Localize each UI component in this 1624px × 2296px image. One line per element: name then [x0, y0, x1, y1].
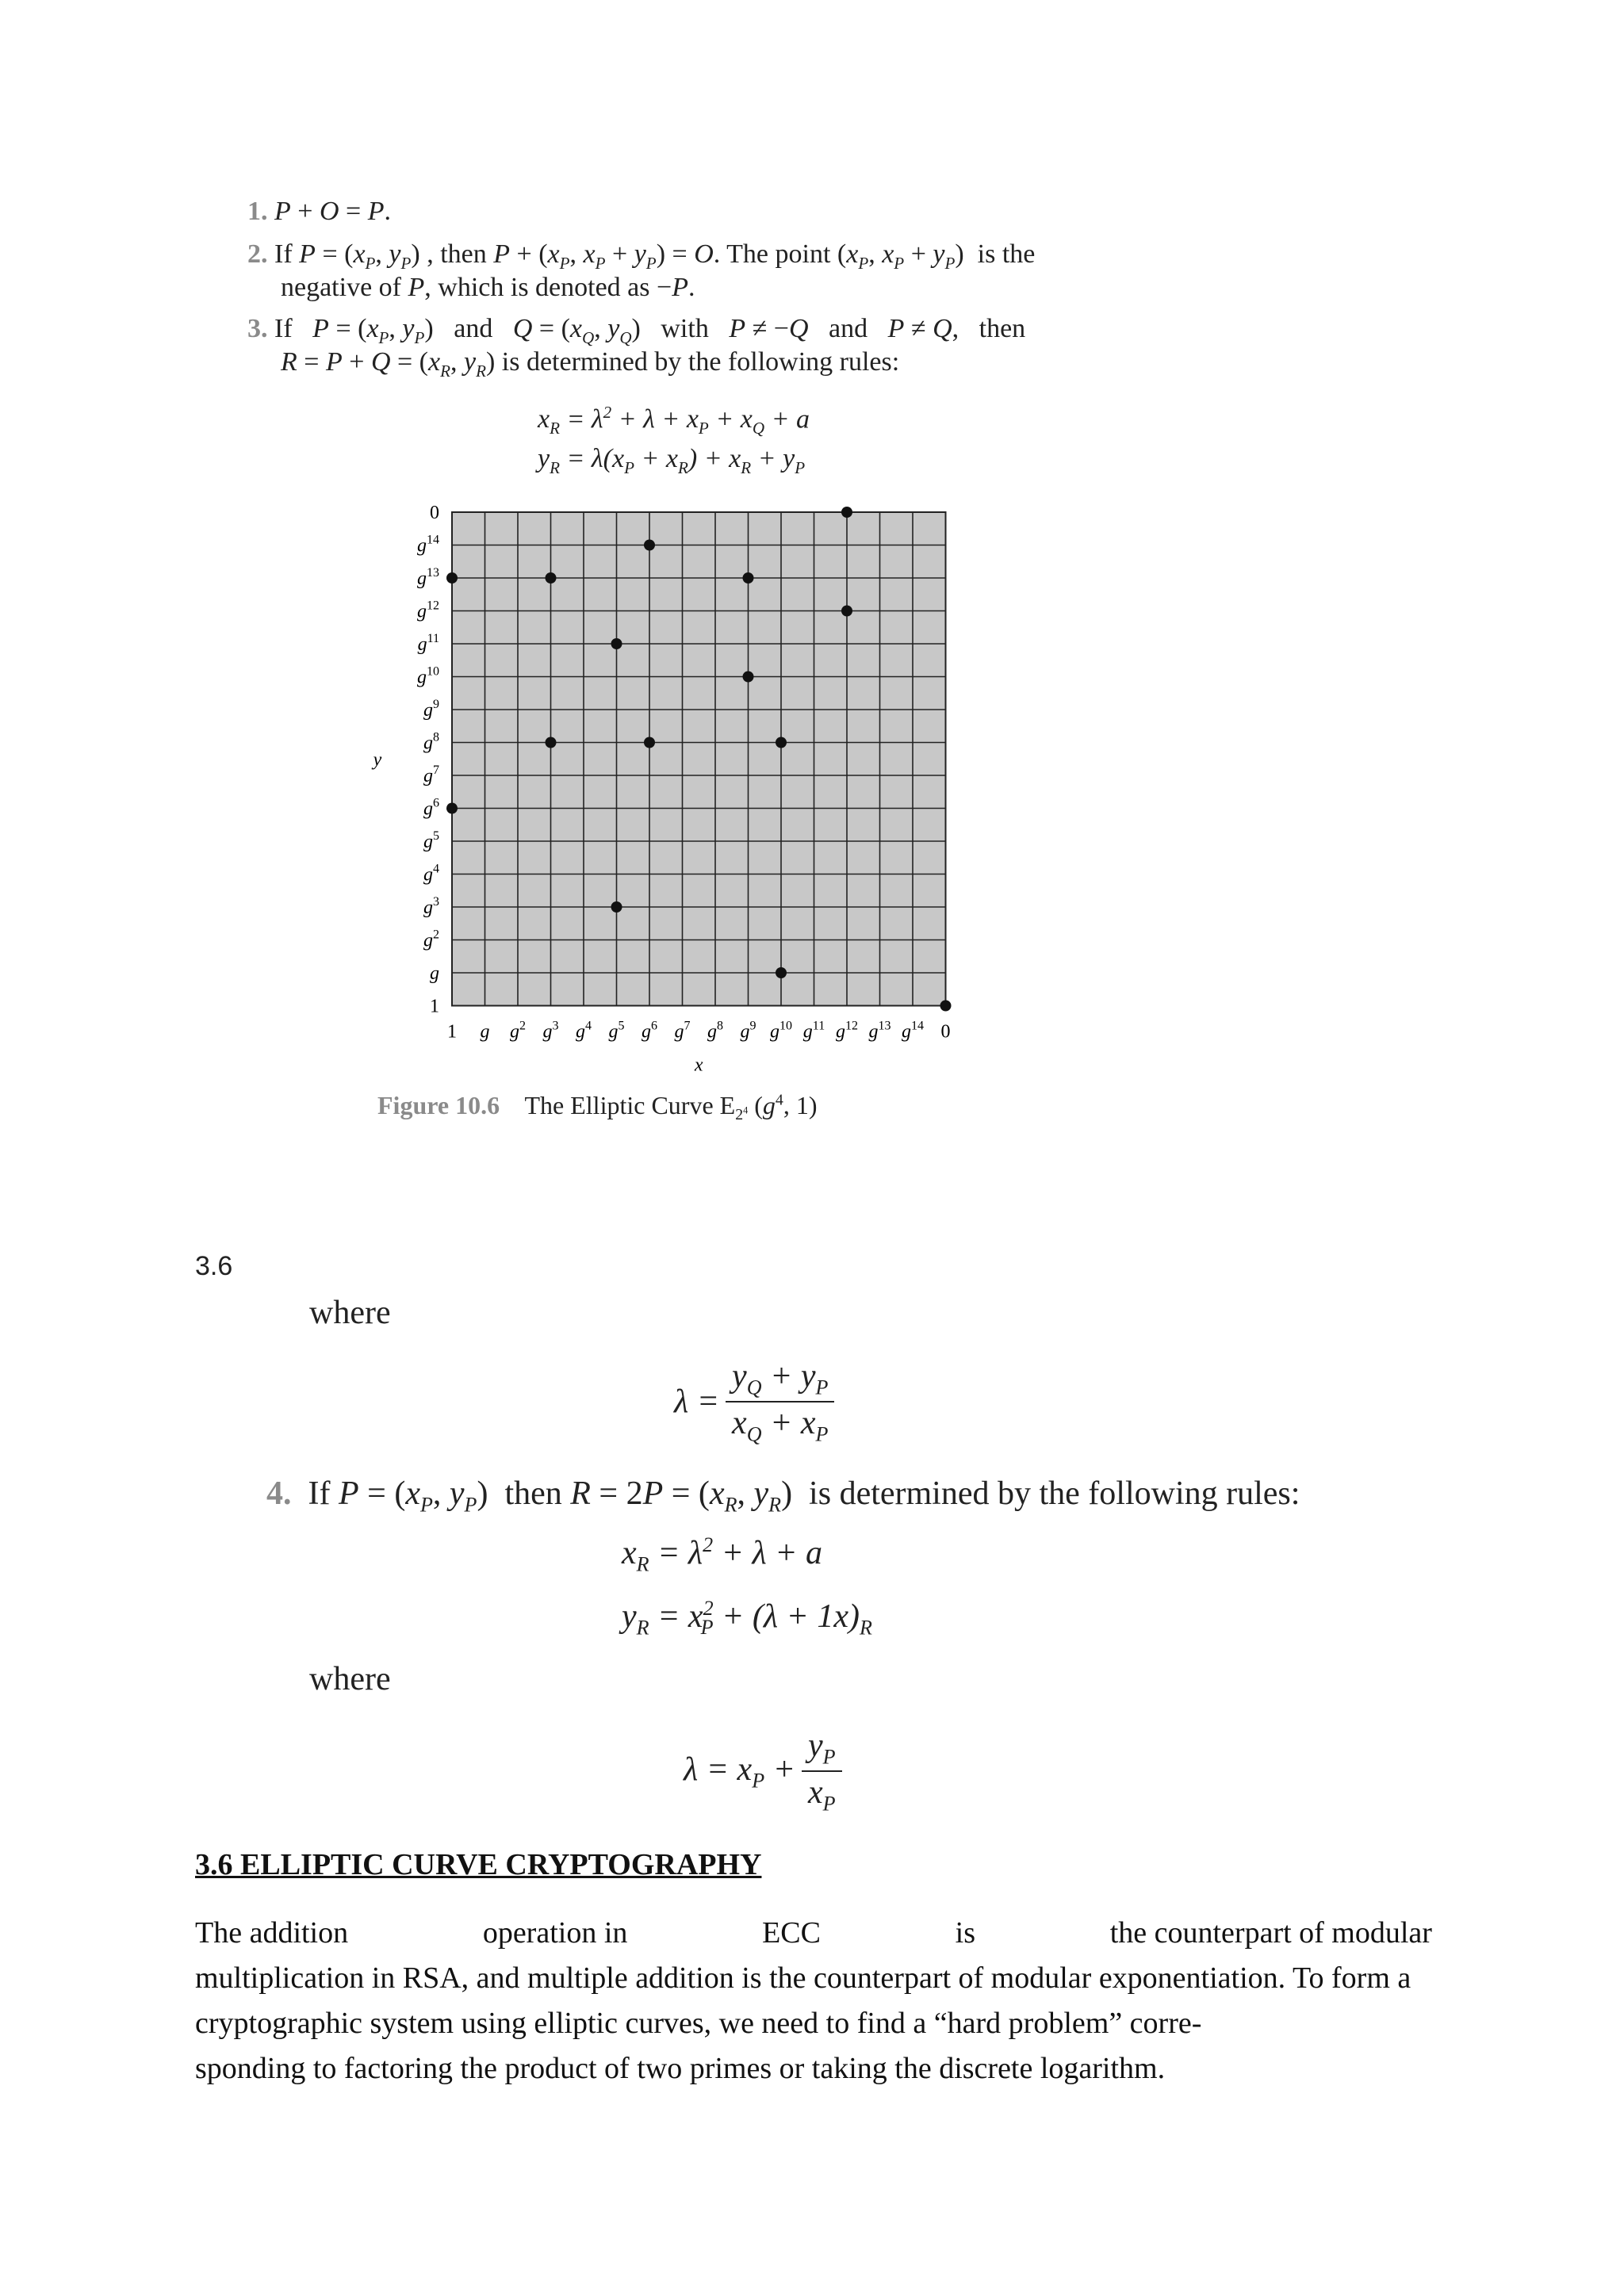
rule-number: 4.	[266, 1475, 292, 1512]
section-marker: 3.6	[195, 1251, 233, 1281]
section-heading: 3.6 ELLIPTIC CURVE CRYPTOGRAPHY	[195, 1848, 762, 1881]
elliptic-curve-figure	[349, 499, 983, 1078]
y-tick-label: 0	[430, 503, 439, 523]
curve-point	[940, 1001, 952, 1012]
rule-text: If $P = (x_P$, $y_P$) and $Q = (x_Q$, $y_Q$) with P ≠ −Q and P ≠ Q, then	[274, 314, 1026, 347]
y-tick-label: 1	[430, 996, 439, 1017]
lambda-fraction	[726, 1357, 834, 1447]
lambda-lhs: λ =	[674, 1383, 720, 1421]
y-tick-label: $g^3$	[423, 895, 439, 918]
y-axis-label: y	[373, 749, 382, 771]
curve-point	[611, 901, 622, 913]
x-tick-label: 0	[940, 1021, 951, 1043]
x-tick-label: $g^7$	[674, 1019, 691, 1043]
grid-background	[452, 512, 946, 1006]
x-axis-label: x	[694, 1054, 703, 1076]
paragraph-line: cryptographic system using elliptic curves, we need to find a “hard problem” corre-	[195, 2007, 1202, 2040]
para-word: the counterpart of modular	[1109, 1916, 1432, 1950]
y-tick-label: $g^{13}$	[417, 566, 439, 589]
curve-point	[841, 606, 852, 617]
where-label: where	[309, 1295, 391, 1331]
x-tick-label: $g^{11}$	[802, 1019, 825, 1043]
paragraph-line: sponding to factoring the product of two primes or taking the discrete logarithm.	[195, 2052, 1166, 2085]
lambda-numerator: $y_Q + y_P$	[726, 1357, 834, 1402]
y-tick-label: $g^5$	[423, 829, 439, 852]
figure-caption	[377, 1091, 818, 1124]
y-tick-label: $g^8$	[423, 730, 439, 754]
y-tick-label: $g^{12}$	[417, 599, 439, 622]
curve-point	[644, 540, 655, 551]
x-tick-label: $g^3$	[542, 1019, 559, 1043]
y-tick-label: $g^{14}$	[417, 533, 439, 557]
para-word: The addition	[195, 1916, 349, 1950]
x-tick-label: $g^6$	[642, 1019, 657, 1043]
lambda-doubling-definition	[684, 1727, 842, 1816]
rule-3-continuation: $R = P + Q = (x_R$, $y_R$) is determined by the following rules:	[281, 347, 900, 381]
rule-number: 2.	[247, 239, 268, 269]
rule-1	[247, 195, 391, 228]
x-tick-label: $g^{13}$	[868, 1019, 891, 1043]
y-tick-label: $g^6$	[423, 796, 439, 820]
x-tick-label: $g^4$	[576, 1019, 592, 1043]
equation-yr-doubling: $y_R = x^2_P + (\lambda + 1x)_R$	[622, 1597, 872, 1640]
figure-caption-text: The Elliptic Curve $E_{2^4}$ ($g^4$, 1)	[524, 1091, 818, 1124]
x-tick-label: g	[480, 1021, 490, 1043]
para-word: is	[955, 1916, 976, 1950]
curve-point	[611, 638, 622, 649]
x-tick-label: $g^2$	[510, 1019, 526, 1043]
curve-point	[743, 672, 754, 683]
rule-2-continuation: negative of P, which is denoted as −P.	[281, 273, 695, 302]
x-tick-label: 1	[447, 1021, 457, 1043]
x-tick-label: $g^{14}$	[902, 1019, 924, 1043]
rule-text: If $P = (x_P$, $y_P$) then $R = 2P = (x_R$, $y_R$) is determined by the following rules:	[308, 1475, 1300, 1517]
equation-yr-addition: $y_R = \lambda(x_P + x_R) + x_R + y_P$	[538, 444, 806, 477]
rule-number: 1.	[247, 197, 268, 226]
equation-xr-doubling: $x_R = \lambda^2 + \lambda + a$	[622, 1533, 822, 1576]
x-tick-label: $g^8$	[707, 1019, 723, 1043]
y-tick-label: $g^{11}$	[417, 632, 439, 655]
rule-number: 3.	[247, 314, 268, 343]
curve-point	[446, 572, 458, 584]
y-tick-label: $g^{10}$	[417, 664, 439, 688]
curve-point	[546, 737, 557, 748]
para-word: operation in	[482, 1916, 628, 1950]
paragraph-line: multiplication in RSA, and multiple addition is the counterpart of modular exponentiation. To form a	[195, 1961, 1411, 1995]
curve-point	[644, 737, 655, 748]
y-tick-label: $g^2$	[423, 928, 439, 951]
rule-4	[266, 1475, 1300, 1517]
curve-point	[841, 507, 852, 518]
curve-point	[546, 572, 557, 584]
lambda-doubling-lhs: $\lambda = x_P$ +	[684, 1751, 795, 1793]
x-tick-label: $g^{10}$	[770, 1019, 792, 1043]
x-tick-label: $g^5$	[608, 1019, 625, 1043]
y-tick-label: g	[430, 963, 439, 984]
curve-point	[446, 803, 458, 814]
y-tick-label: $g^4$	[423, 862, 439, 886]
lambda-doubling-denominator: $x_P$	[807, 1774, 836, 1816]
para-word: ECC	[762, 1916, 821, 1950]
rule-text: P + O = P.	[274, 197, 391, 226]
x-tick-label: $g^9$	[740, 1019, 756, 1043]
lambda-doubling-numerator: $y_P$	[802, 1727, 842, 1772]
curve-point	[743, 572, 754, 584]
curve-point	[776, 967, 787, 978]
figure-label: Figure 10.6	[377, 1091, 500, 1119]
paragraph-first-line	[195, 1911, 1432, 1956]
lambda-denominator: $x_Q + x_P$	[732, 1405, 829, 1446]
y-tick-label: $g^9$	[423, 698, 439, 721]
y-tick-label: $g^7$	[423, 763, 439, 786]
equation-xr-addition: $x_R = \lambda^2 + \lambda + x_P + x_Q + a$	[538, 403, 810, 438]
x-tick-label: $g^{12}$	[836, 1019, 858, 1043]
where-label: where	[309, 1661, 391, 1697]
curve-point	[776, 737, 787, 748]
lambda-doubling-fraction	[802, 1727, 842, 1816]
lambda-definition	[674, 1357, 834, 1447]
rule-text: If $P = (x_P$, $y_P$) , then $P + (x_P$, $x_P + y_P) = O$. The point ($x_P$, $x_P + y_P$) is the	[274, 239, 1036, 273]
